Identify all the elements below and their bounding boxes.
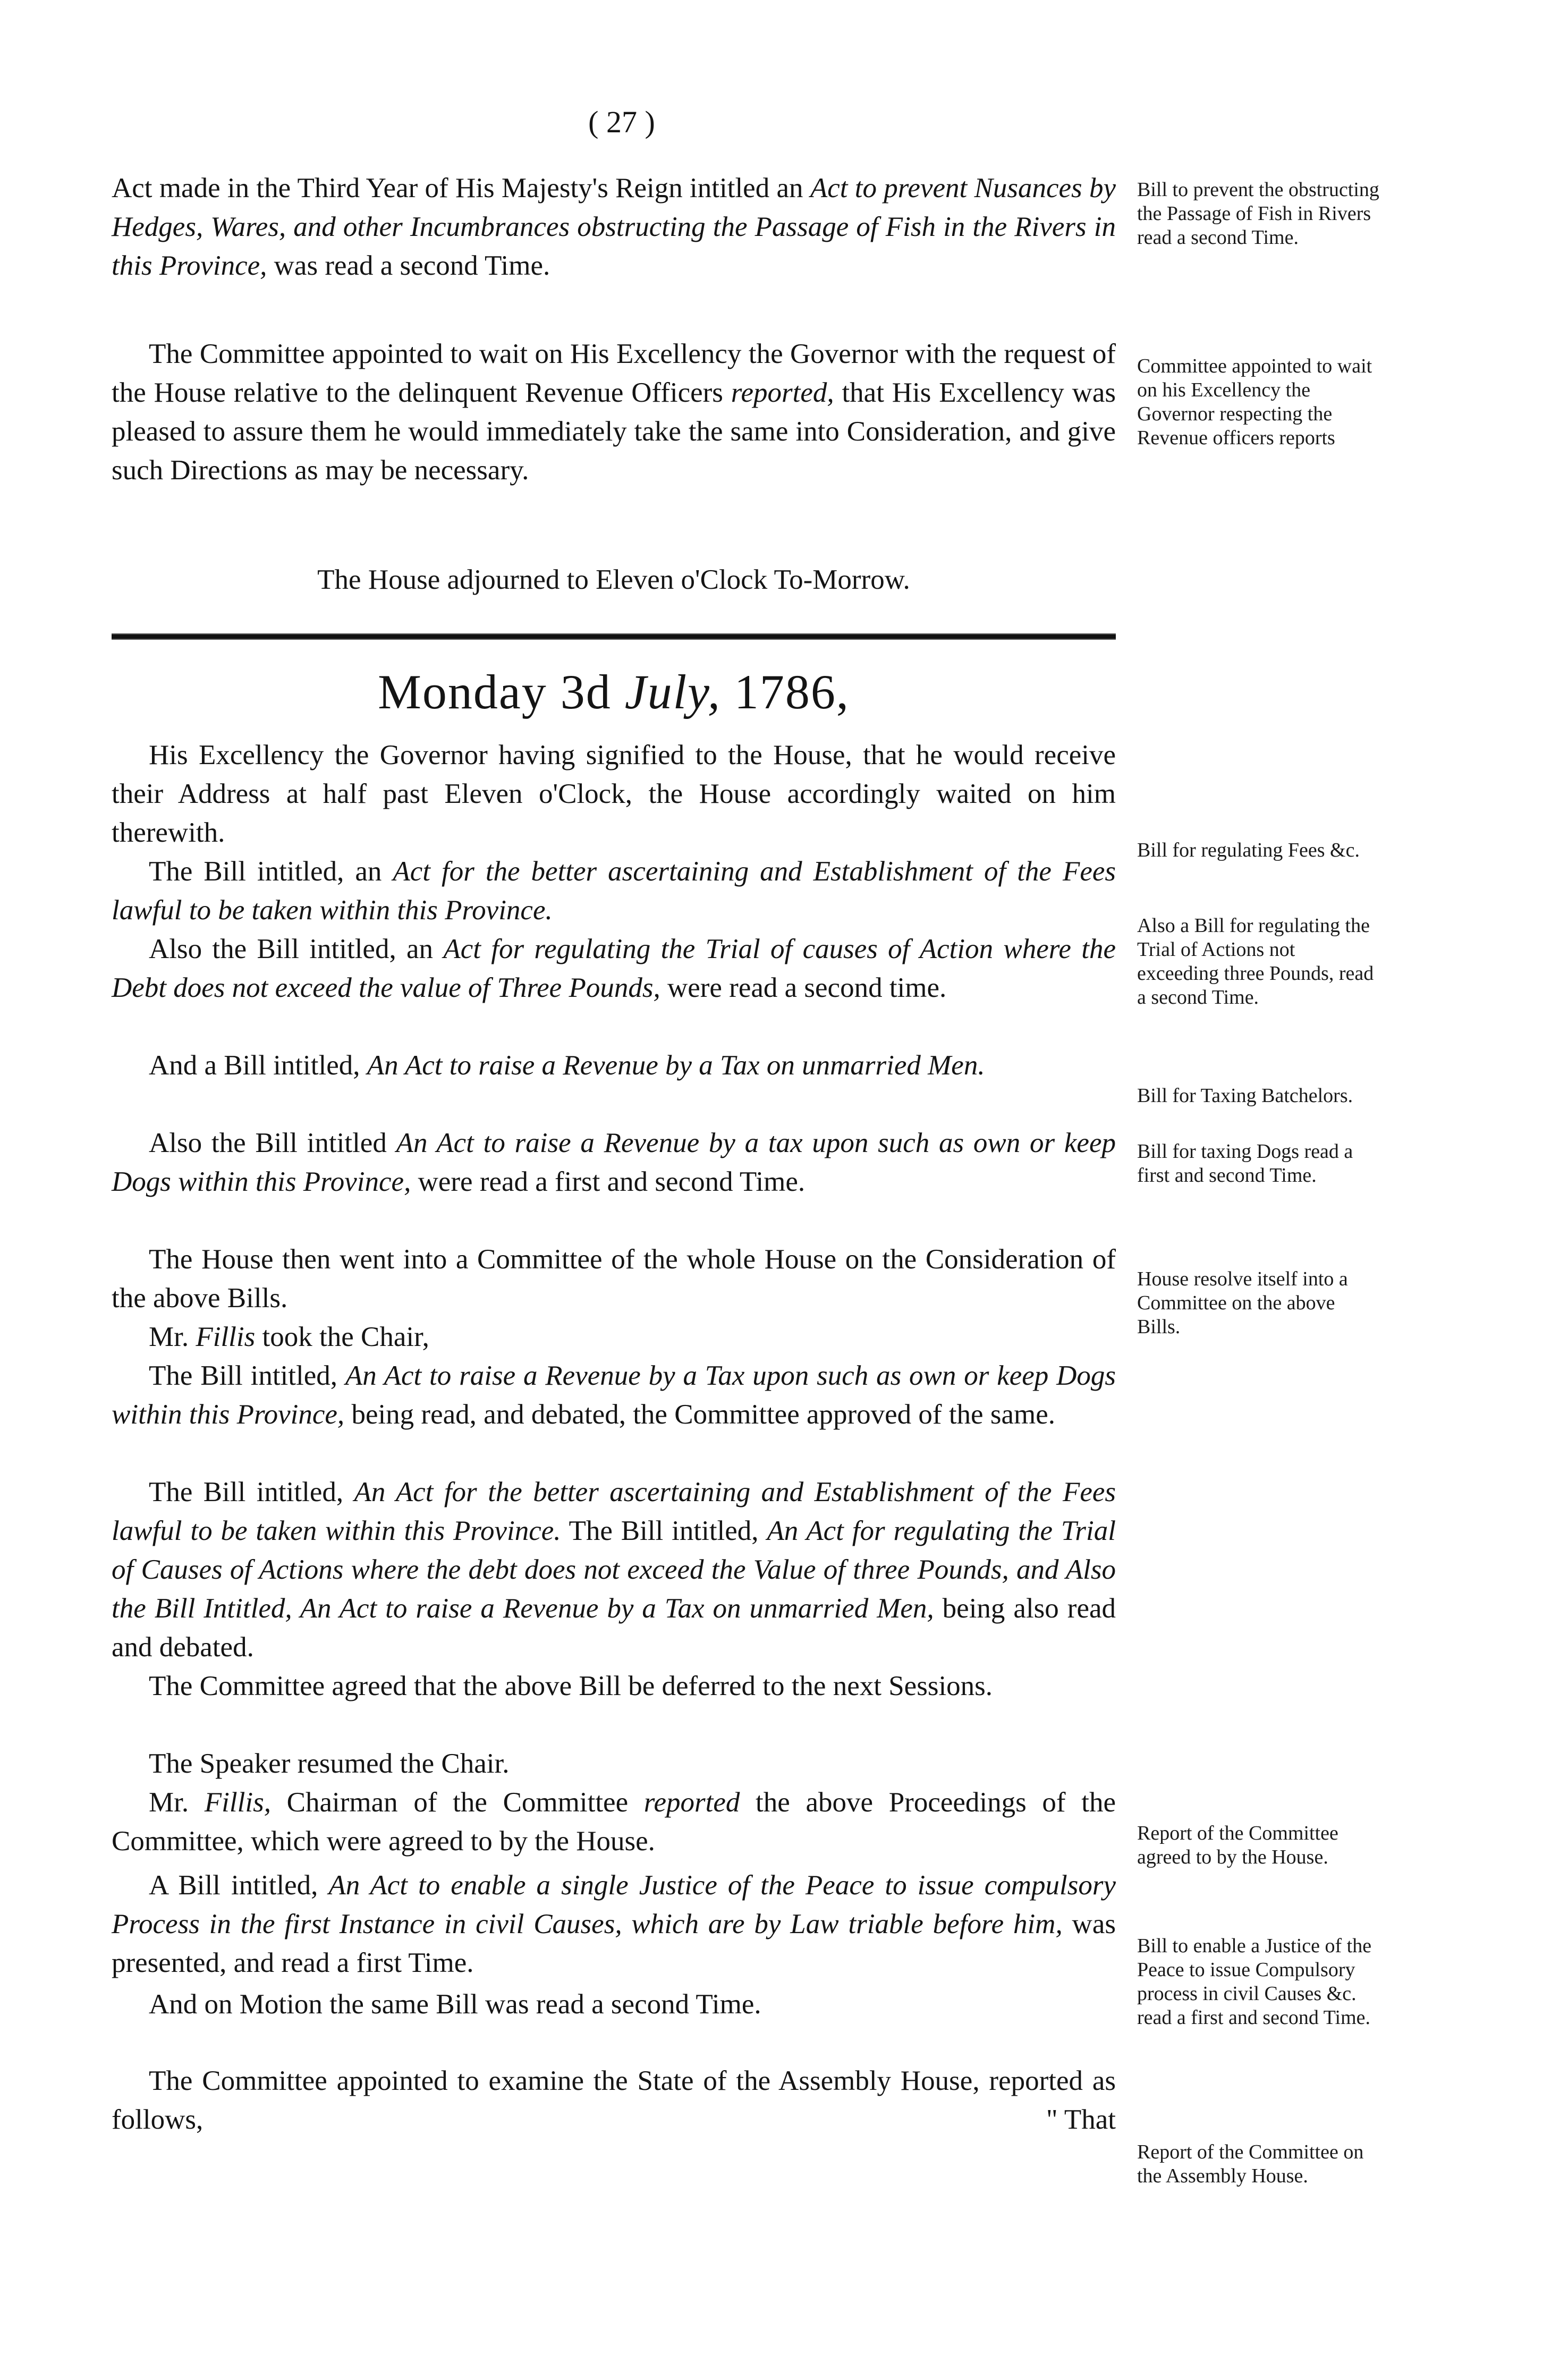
paragraph-fillis-report: Mr. Fillis, Chairman of the Committee reported the above Proceedings of the Committee, which were agreed to by the House. <box>112 1787 1116 1857</box>
paragraph-trial-bill: Also the Bill intitled, an Act for regulating the Trial of causes of Action where the Debt does not exceed the value of Three Pounds, were read a second time. <box>112 934 1116 1003</box>
paragraph-fillis-chair: Mr. Fillis took the Chair, <box>149 1322 429 1352</box>
paragraph-committee-whole: The House then went into a Committee of the whole House on the Consideration of the above Bills. <box>112 1244 1116 1314</box>
page-number: ( 27 ) <box>588 105 655 139</box>
margin-note: Bill to enable a Justice of the Peace to issue Compulsory process in civil Causes &c. read a first and second Time. <box>1137 1935 1372 2029</box>
margin-note: Bill to prevent the obstructing the Passage of Fish in Rivers read a second Time. <box>1137 179 1379 249</box>
margin-note: Bill for regulating Fees &c. <box>1137 839 1360 861</box>
margin-note: Also a Bill for regulating the Trial of Actions not exceeding three Pounds, read a second Time. <box>1137 914 1374 1009</box>
paragraph-assembly-house: The Committee appointed to examine the State of the Assembly House, reported as follows, <box>112 2065 1116 2135</box>
paragraph-dogs-bill: Also the Bill intitled An Act to raise a Revenue by a tax upon such as own or keep Dogs within this Province, were read a first and second Time. <box>112 1128 1116 1197</box>
paragraph-unmarried-bill: And a Bill intitled, An Act to raise a Revenue by a Tax on unmarried Men. <box>149 1050 985 1081</box>
paragraph-dogs-approved: The Bill intitled, An Act to raise a Revenue by a Tax upon such as own or keep Dogs within this Province, being read, and debated, the Committee approved of the same. <box>112 1360 1116 1430</box>
adjournment-line: The House adjourned to Eleven o'Clock To-Morrow. <box>317 564 910 595</box>
paragraph-deferred: The Committee agreed that the above Bill be deferred to the next Sessions. <box>149 1671 993 1701</box>
paragraph-fees-bill: The Bill intitled, an Act for the better ascertaining and Establishment of the Fees lawful to be taken within this Province. <box>112 856 1116 926</box>
catchword: " That <box>1046 2104 1116 2135</box>
date-heading: Monday 3d July, 1786, <box>378 665 850 719</box>
margin-note: Bill for Taxing Batchelors. <box>1137 1085 1353 1107</box>
paragraph-committee-governor: The Committee appointed to wait on His Excellency the Governor with the request of the House relative to the delinquent Revenue Officers reported, that His Excellency was pleased to assure them he would immediately take the same into Consideration, and give such Directions as may be necessary. <box>112 338 1116 486</box>
margin-note: Report of the Committee agreed to by the House. <box>1137 1822 1338 1868</box>
margin-note: Bill for taxing Dogs read a first and second Time. <box>1137 1140 1353 1187</box>
margin-note: Committee appointed to wait on his Excellency the Governor respecting the Revenue officers reports <box>1137 355 1372 449</box>
paragraph-speaker: The Speaker resumed the Chair. <box>149 1748 510 1779</box>
margin-note: House resolve itself into a Committee on the above Bills. <box>1137 1268 1348 1338</box>
paragraph-justice-bill: A Bill intitled, An Act to enable a single Justice of the Peace to issue compulsory Process in the first Instance in civil Causes, which are by Law triable before him, was presented, and read a first Time. <box>112 1870 1116 1978</box>
paragraph-second-time: And on Motion the same Bill was read a second Time. <box>149 1989 761 2020</box>
paragraph-fish-bill: Act made in the Third Year of His Majesty's Reign intitled an Act to prevent Nusances by Hedges, Wares, and other Incumbrances obstructing the Passage of Fish in the Rivers in this Province, was read a second Time. <box>112 173 1116 281</box>
section-rule <box>112 633 1116 640</box>
margin-note: Report of the Committee on the Assembly House. <box>1137 2141 1364 2187</box>
paragraph-address: His Excellency the Governor having signified to the House, that he would receive their Address at half past Eleven o'Clock, the House accordingly waited on him therewith. <box>112 740 1116 848</box>
paragraph-bills-debated: The Bill intitled, An Act for the better ascertaining and Establishment of the Fees lawful to be taken within this Province. The Bill intitled, An Act for regulating the Trial of Causes of Actions where the debt does not exceed the Value of three Pounds, and Also the Bill Intitled, An Act to raise a Revenue by a Tax on unmarried Men, being also read and debated. <box>112 1477 1116 1663</box>
